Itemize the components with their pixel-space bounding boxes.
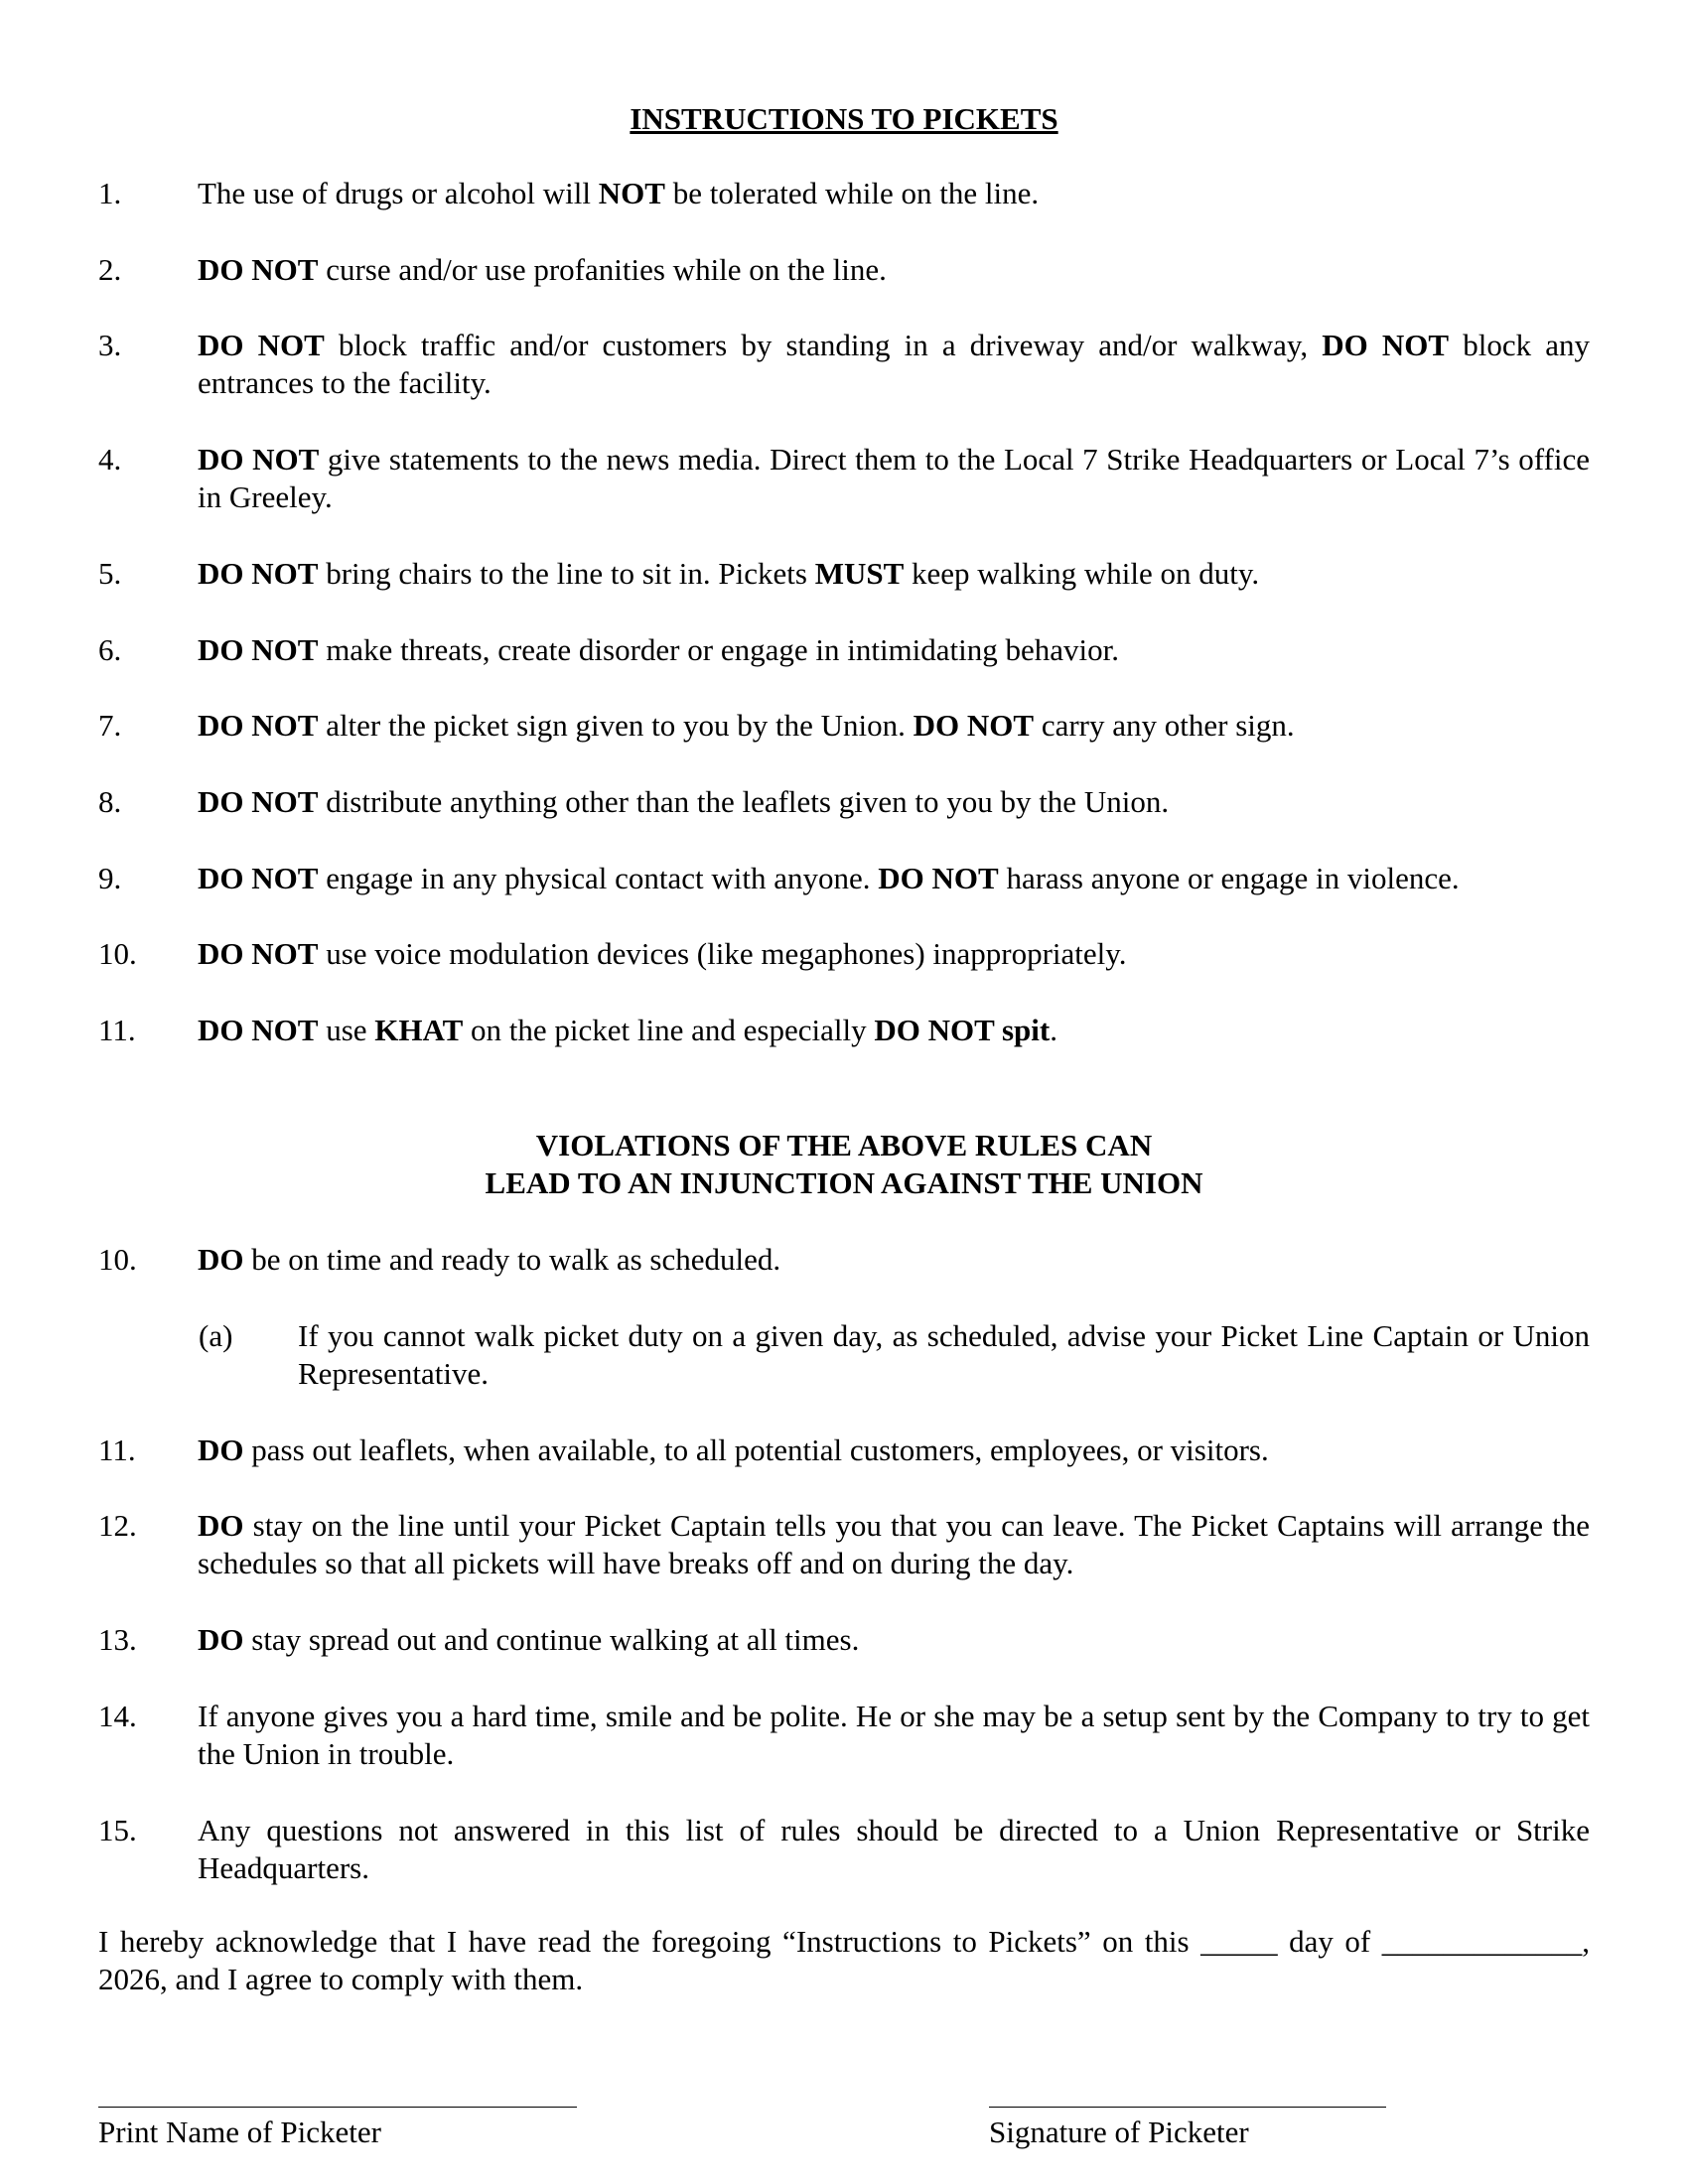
duty-text [198,1812,1590,1887]
text-run: Any questions not answered in this list of rules should be directed to a Union Representative or Strike Headquarters. [198,1813,1590,1885]
duty-number: 14. [98,1699,137,1733]
text-run: stay on the line until your Picket Captain tells you that you can leave. The Picket Captains will arrange the schedules so that all pickets will have breaks off and on during the day. [198,1508,1590,1580]
bold-emphasis: DO NOT [198,784,319,819]
rule-item-4 [98,441,1590,516]
rule-item-7 [98,707,1590,745]
duty-number: 12. [98,1508,137,1543]
rule-text [198,175,1590,212]
rule-text [198,251,1590,289]
rule-number: 2. [98,252,122,287]
rule-text [198,1012,1590,1049]
text-run: keep walking while on duty. [904,556,1260,591]
text-run: . [1050,1013,1057,1047]
rule-number: 5. [98,556,122,591]
bold-emphasis: DO [198,1433,244,1467]
bold-emphasis: NOT [598,176,665,210]
rule-number: 11. [98,1013,136,1047]
rule-number: 8. [98,784,122,819]
rule-item-6 [98,631,1590,669]
signature-label: Signature of Picketer [989,2115,1249,2149]
bold-emphasis: DO NOT [878,861,999,895]
rule-item-8 [98,783,1590,821]
bold-emphasis: DO NOT spit [874,1013,1051,1047]
text-run: be tolerated while on the line. [664,176,1040,210]
text-run: stay spread out and continue walking at all times. [243,1622,860,1657]
bold-emphasis: DO [198,1508,244,1543]
rule-text [198,707,1590,745]
text-run: curse and/or use profanities while on the line. [318,252,887,287]
acknowledgment-statement: I hereby acknowledge that I have read the foregoing “Instructions to Pickets” on this _____ day of _____________, 2026, and I agree to comply with them. [98,1924,1590,1996]
text-run: pass out leaflets, when available, to all potential customers, employees, or visitors. [243,1433,1269,1467]
rule-item-5 [98,555,1590,593]
text-run: If anyone gives you a hard time, smile and be polite. He or she may be a setup sent by the Company to try to get the Union in trouble. [198,1699,1590,1771]
text-run: engage in any physical contact with anyone. [318,861,879,895]
duty-text [198,1241,1590,1279]
text-run: alter the picket sign given to you by the Union. [318,708,914,743]
rule-item-10 [98,935,1590,973]
duty-subitem-a [199,1317,1590,1393]
bold-emphasis: DO NOT [198,252,319,287]
text-run: be on time and ready to walk as scheduled. [243,1242,781,1277]
duty-item-14 [98,1698,1590,1773]
text-run: carry any other sign. [1034,708,1295,743]
text-run: make threats, create disorder or engage in intimidating behavior. [318,632,1120,667]
rule-item-11 [98,1012,1590,1049]
signature-line[interactable] [989,2107,1386,2108]
rule-number: 9. [98,861,122,895]
text-run: use voice modulation devices (like megaphones) inappropriately. [318,936,1127,971]
text-run: on the picket line and especially [463,1013,875,1047]
warning-line-1: VIOLATIONS OF THE ABOVE RULES CAN [535,1128,1153,1162]
duty-number: 15. [98,1813,137,1847]
rule-item-3 [98,327,1590,402]
rule-text [198,783,1590,821]
duty-number: 10. [98,1242,137,1277]
bold-emphasis: DO NOT [913,708,1035,743]
rule-text [198,631,1590,669]
text-run: give statements to the news media. Direct them to the Local 7 Strike Headquarters or Local 7’s office in Greeley. [198,442,1590,514]
print-name-label: Print Name of Picketer [98,2115,381,2149]
rule-item-1 [98,175,1590,212]
print-name-line[interactable] [98,2107,577,2108]
duty-number: 13. [98,1622,137,1657]
text-run: The use of drugs or alcohol will [198,176,599,210]
text-run: harass anyone or engage in violence. [998,861,1460,895]
rule-text [198,935,1590,973]
subitem-letter: (a) [199,1318,233,1353]
text-run: bring chairs to the line to sit in. Pickets [318,556,815,591]
bold-emphasis: DO NOT [198,936,319,971]
rule-item-9 [98,860,1590,897]
bold-emphasis: MUST [814,556,905,591]
bold-emphasis: DO NOT [198,861,319,895]
duty-item-13 [98,1621,1590,1659]
rule-number: 1. [98,176,122,210]
text-run: If you cannot walk picket duty on a given day, as scheduled, advise your Picket Line Captain or Union Representative. [298,1318,1590,1391]
bold-emphasis: KHAT [374,1013,464,1047]
duty-text [198,1621,1590,1659]
bold-emphasis: DO [198,1242,244,1277]
rule-text [198,327,1590,402]
bold-emphasis: DO [198,1622,244,1657]
duty-item-12 [98,1507,1590,1582]
bold-emphasis: DO NOT [198,442,320,477]
rule-text [198,860,1590,897]
text-run: distribute anything other than the leaflets given to you by the Union. [318,784,1170,819]
subitem-text [298,1317,1590,1393]
rule-number: 7. [98,708,122,743]
duty-text [198,1698,1590,1773]
bold-emphasis: DO NOT [198,632,319,667]
text-run: use [318,1013,375,1047]
duty-item-11 [98,1432,1590,1469]
duty-text [198,1507,1590,1582]
duty-number: 11. [98,1433,136,1467]
text-run: block any entrances to the facility. [198,328,1590,400]
violations-warning [0,1127,1688,1202]
bold-emphasis: DO NOT [198,328,325,362]
rule-item-2 [98,251,1590,289]
rule-number: 10. [98,936,137,971]
document-title: INSTRUCTIONS TO PICKETS [630,101,1058,136]
rule-number: 4. [98,442,122,477]
duty-text [198,1432,1590,1469]
warning-line-2: LEAD TO AN INJUNCTION AGAINST THE UNION [485,1165,1203,1200]
rule-text [198,441,1590,516]
rule-number: 6. [98,632,122,667]
rule-text [198,555,1590,593]
bold-emphasis: DO NOT [198,556,319,591]
duty-item-10 [98,1241,1590,1279]
duty-item-15 [98,1812,1590,1887]
bold-emphasis: DO NOT [198,1013,319,1047]
bold-emphasis: DO NOT [198,708,319,743]
text-run: block traffic and/or customers by standing in a driveway and/or walkway, [324,328,1323,362]
bold-emphasis: DO NOT [1322,328,1450,362]
rule-number: 3. [98,328,122,362]
